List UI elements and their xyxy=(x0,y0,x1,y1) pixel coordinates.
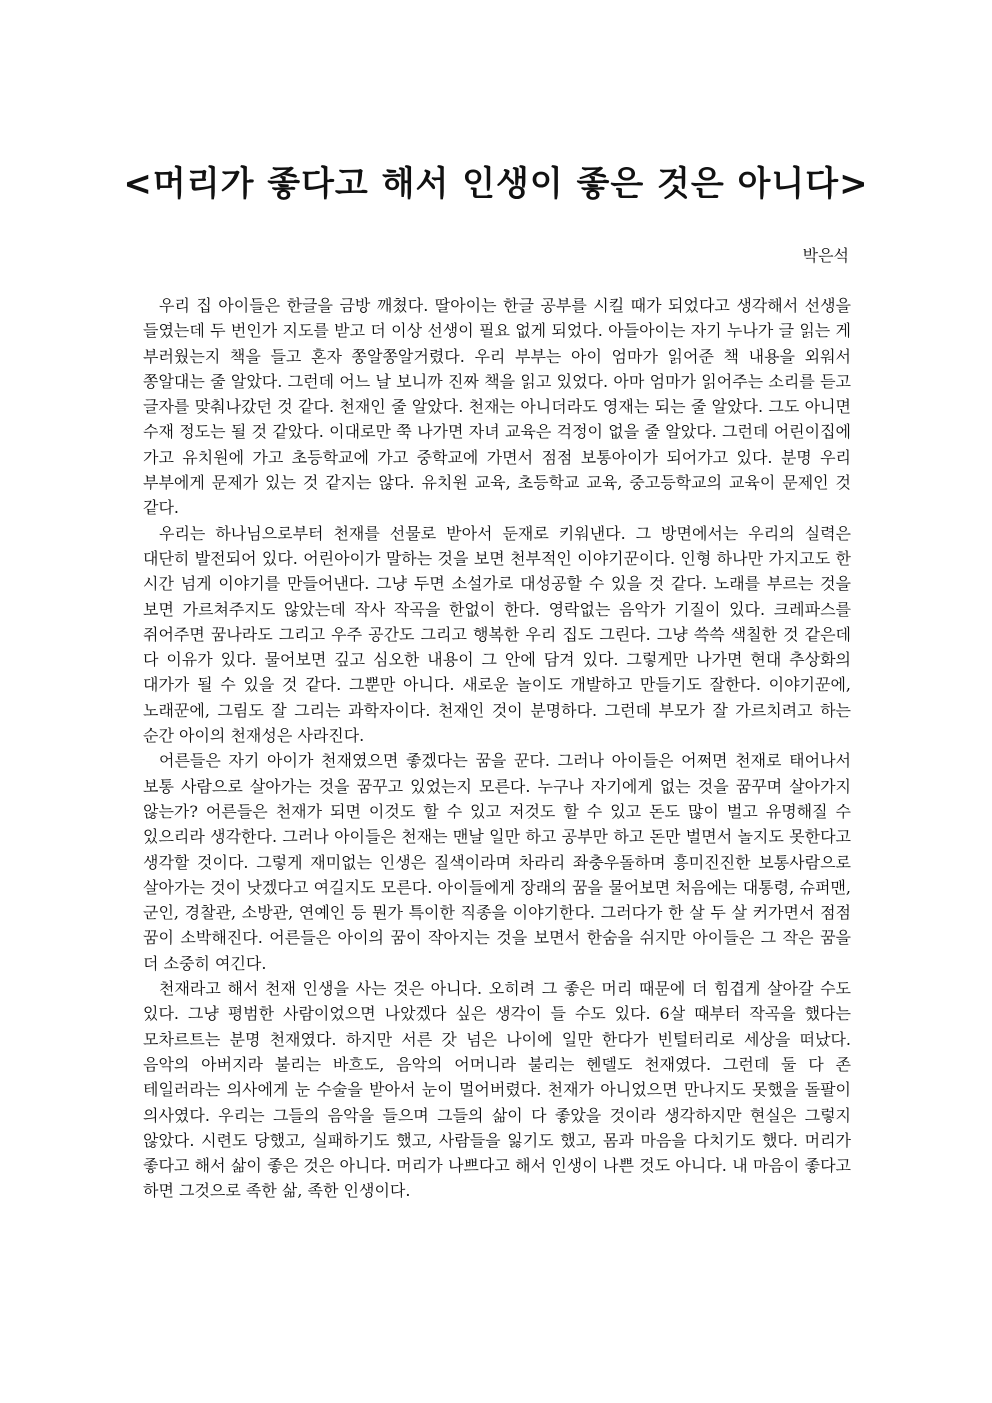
author-name: 박은석 xyxy=(802,246,849,265)
body-paragraph-1: 우리 집 아이들은 한글을 금방 깨쳤다. 딸아이는 한글 공부를 시킬 때가 되었다고 생각해서 선생을 들였는데 두 번인가 지도를 받고 더 이상 선생이 필요 없게 되었다. 아들아이는 자기 누나가 글 읽는 게 부러웠는지 책을 들고 혼자 쫑알쫑알거렸다. 우리 부부는 아이 엄마가 읽어준 책 내용을 외워서 쫑알대는 줄 알았다. 그런데 어느 날 보니까 진짜 책을 읽고 있었다. 아마 엄마가 읽어주는 소리를 듣고 글자를 맞춰나갔던 것 같다. 천재인 줄 알았다. 천재는 아니더라도 영재는 되는 줄 알았다. 그도 아니면 수재 정도는 될 것 같았다. 이대로만 쭉 나가면 자녀 교육은 걱정이 없을 줄 알았다. 그런데 어린이집에 가고 유치원에 가고 초등학교에 가고 중학교에 가면서 점점 보통아이가 되어가고 있다. 분명 우리 부부에게 문제가 있는 것 같지는 않다. 유치원 교육, 초등학교 교육, 중고등학교의 교육이 문제인 것 같다. xyxy=(143,296,851,518)
body-paragraph-4: 천재라고 해서 천재 인생을 사는 것은 아니다. 오히려 그 좋은 머리 때문에 더 힘겹게 살아갈 수도 있다. 그냥 평범한 사람이었으면 나았겠다 싶은 생각이 들 수도 있다. 6살 때부터 작곡을 했다는 모차르트는 분명 천재였다. 하지만 서른 갓 넘은 나이에 일만 한다가 빈털터리로 세상을 떠났다. 음악의 아버지라 불리는 바흐도, 음악의 어머니라 불리는 헨델도 천재였다. 그런데 둘 다 존 테일러라는 의사에게 눈 수술을 받아서 눈이 멀어버렸다. 천재가 아니었으면 만나지도 못했을 돌팔이 의사였다. 우리는 그들의 음악을 들으며 그들의 삶이 다 좋았을 것이라 생각하지만 현실은 그렇지 않았다. 시련도 당했고, 실패하기도 했고, 사람들을 잃기도 했고, 몸과 마음을 다치기도 했다. 머리가 좋다고 해서 삶이 좋은 것은 아니다. 머리가 나쁘다고 해서 인생이 나쁜 것도 아니다. 내 마음이 좋다고 하면 그것으로 족한 삶, 족한 인생이다. xyxy=(143,979,851,1201)
document-body xyxy=(143,293,851,1204)
body-paragraph-3: 어른들은 자기 아이가 천재였으면 좋겠다는 꿈을 꾼다. 그러나 아이들은 어쩌면 천재로 태어나서 보통 사람으로 살아가는 것을 꿈꾸고 있었는지 모른다. 누구나 자기에게 없는 것을 꿈꾸며 살아가지 않는가? 어른들은 천재가 되면 이것도 할 수 있고 저것도 할 수 있고 돈도 많이 벌고 유명해질 수 있으리라 생각한다. 그러나 아이들은 천재는 맨날 일만 하고 공부만 하고 돈만 벌면서 놀지도 못한다고 생각할 것이다. 그렇게 재미없는 인생은 질색이라며 차라리 좌충우돌하며 흥미진진한 보통사람으로 살아가는 것이 낫겠다고 여길지도 모른다. 아이들에게 장래의 꿈을 물어보면 처음에는 대통령, 슈퍼맨, 군인, 경찰관, 소방관, 연예인 등 뭔가 특이한 직종을 이야기한다. 그러다가 한 살 두 살 커가면서 점점 꿈이 소박해진다. 어른들은 아이의 꿈이 작아지는 것을 보면서 한숨을 쉬지만 아이들은 그 작은 꿈을 더 소중히 여긴다. xyxy=(143,751,851,973)
document-title: <머리가 좋다고 해서 인생이 좋은 것은 아니다> xyxy=(123,164,869,204)
body-paragraph-2: 우리는 하나님으로부터 천재를 선물로 받아서 둔재로 키워낸다. 그 방면에서는 우리의 실력은 대단히 발전되어 있다. 어린아이가 말하는 것을 보면 천부적인 이야기꾼이다. 인형 하나만 가지고도 한 시간 넘게 이야기를 만들어낸다. 그냥 두면 소설가로 대성공할 수 있을 것 같다. 노래를 부르는 것을 보면 가르쳐주지도 않았는데 작사 작곡을 한없이 한다. 영락없는 음악가 기질이 있다. 크레파스를 쥐어주면 꿈나라도 그리고 우주 공간도 그리고 행복한 우리 집도 그린다. 그냥 쓱쓱 색칠한 것 같은데 다 이유가 있다. 물어보면 깊고 심오한 내용이 그 안에 담겨 있다. 그렇게만 나가면 현대 추상화의 대가가 될 수 있을 것 같다. 그뿐만 아니다. 새로운 놀이도 개발하고 만들기도 잘한다. 이야기꾼에, 노래꾼에, 그림도 잘 그리는 과학자이다. 천재인 것이 분명하다. 그런데 부모가 잘 가르치려고 하는 순간 아이의 천재성은 사라진다. xyxy=(143,523,851,746)
